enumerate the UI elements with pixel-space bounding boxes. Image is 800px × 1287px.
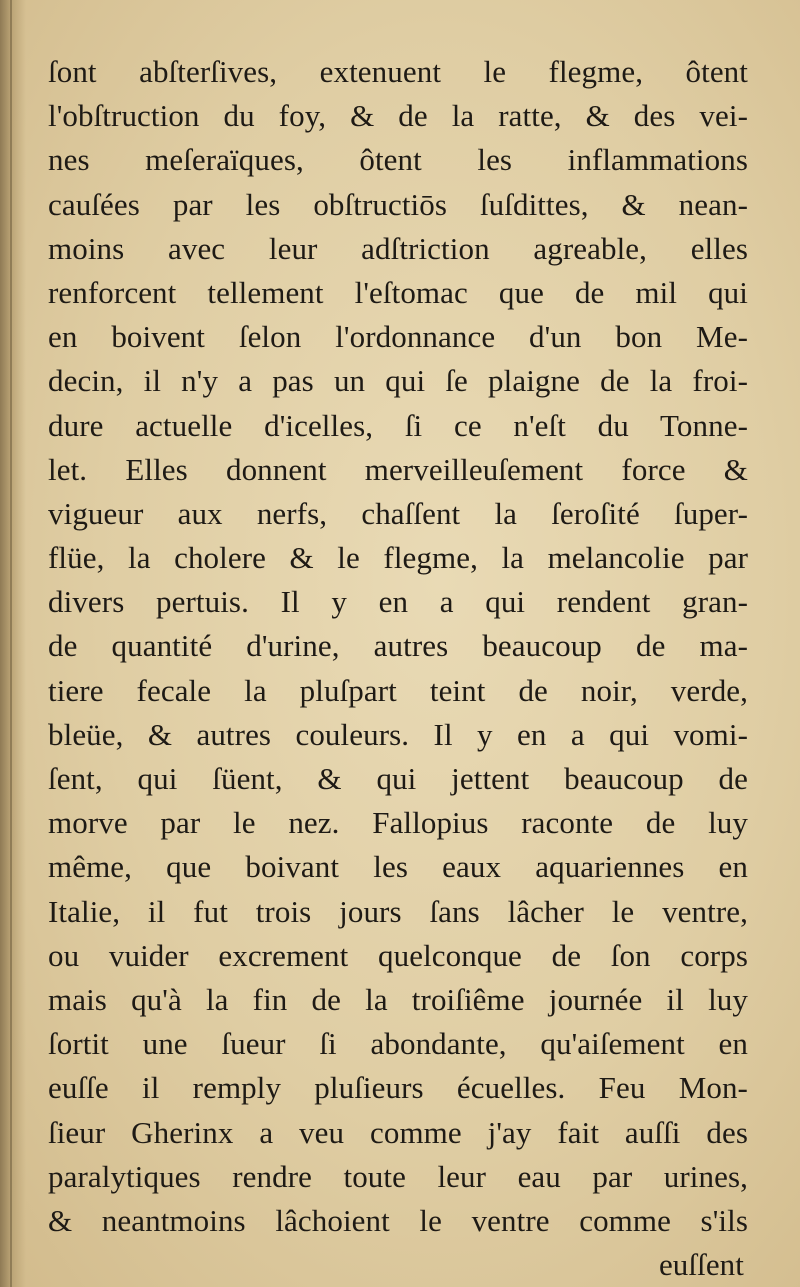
text-line: paralytiques rendre toute leur eau par urines,	[48, 1158, 748, 1194]
text-line: nes meſeraïques, ôtent les inflammations	[48, 142, 748, 178]
text-line: let. Elles donnent merveilleuſement force &	[48, 451, 748, 487]
binding-gutter-shadow	[0, 0, 26, 1287]
text-line: l'obſtruction du foy, & de la ratte, & des vei-	[48, 98, 748, 134]
text-line: ſieur Gherinx a veu comme j'ay fait auſſi des	[48, 1114, 748, 1150]
text-line: même, que boivant les eaux aquariennes en	[48, 849, 748, 885]
text-line: ſent, qui ſüent, & qui jettent beaucoup de	[48, 761, 748, 796]
text-line: moins avec leur adſtriction agreable, elles	[48, 230, 748, 266]
catchword: euſſent	[658, 1247, 744, 1283]
text-line: Italie, il fut trois jours ſans lâcher le ventre,	[48, 893, 748, 929]
body-text	[48, 50, 748, 1287]
page-edge-line	[10, 0, 12, 1287]
text-line: en boivent ſelon l'ordonnance d'un bon Me-	[48, 319, 748, 355]
text-line: ſortit une ſueur ſi abondante, qu'aiſement en	[48, 1026, 748, 1062]
text-line: mais qu'à la fin de la troiſiême journée il luy	[48, 981, 748, 1017]
text-line: cauſées par les obſtructiōs ſuſdittes, & nean-	[48, 186, 748, 222]
text-line: decin, il n'y a pas un qui ſe plaigne de la froi-	[48, 363, 748, 399]
text-line: & neantmoins lâchoient le ventre comme s'ils	[48, 1202, 748, 1238]
text-line: euſſe il remply pluſieurs écuelles. Feu Mon-	[48, 1070, 748, 1106]
text-line: divers pertuis. Il y en a qui rendent gran-	[48, 584, 748, 620]
text-line: ſont abſterſives, extenuent le flegme, ôtent	[48, 54, 748, 89]
text-line: dure actuelle d'icelles, ſi ce n'eſt du Tonne-	[48, 407, 748, 443]
text-line: tiere fecale la pluſpart teint de noir, verde,	[48, 672, 748, 708]
text-line: ou vuider excrement quelconque de ſon corps	[48, 937, 748, 973]
text-line: bleüe, & autres couleurs. Il y en a qui vomi-	[48, 716, 748, 752]
text-line: morve par le nez. Fallopius raconte de luy	[48, 805, 748, 841]
text-line: flüe, la cholere & le flegme, la melancolie par	[48, 540, 748, 576]
text-line: vigueur aux nerfs, chaſſent la ſeroſité ſuper-	[48, 495, 748, 531]
text-line: renforcent tellement l'eſtomac que de mil qui	[48, 274, 748, 310]
text-line: de quantité d'urine, autres beaucoup de ma-	[48, 628, 748, 664]
